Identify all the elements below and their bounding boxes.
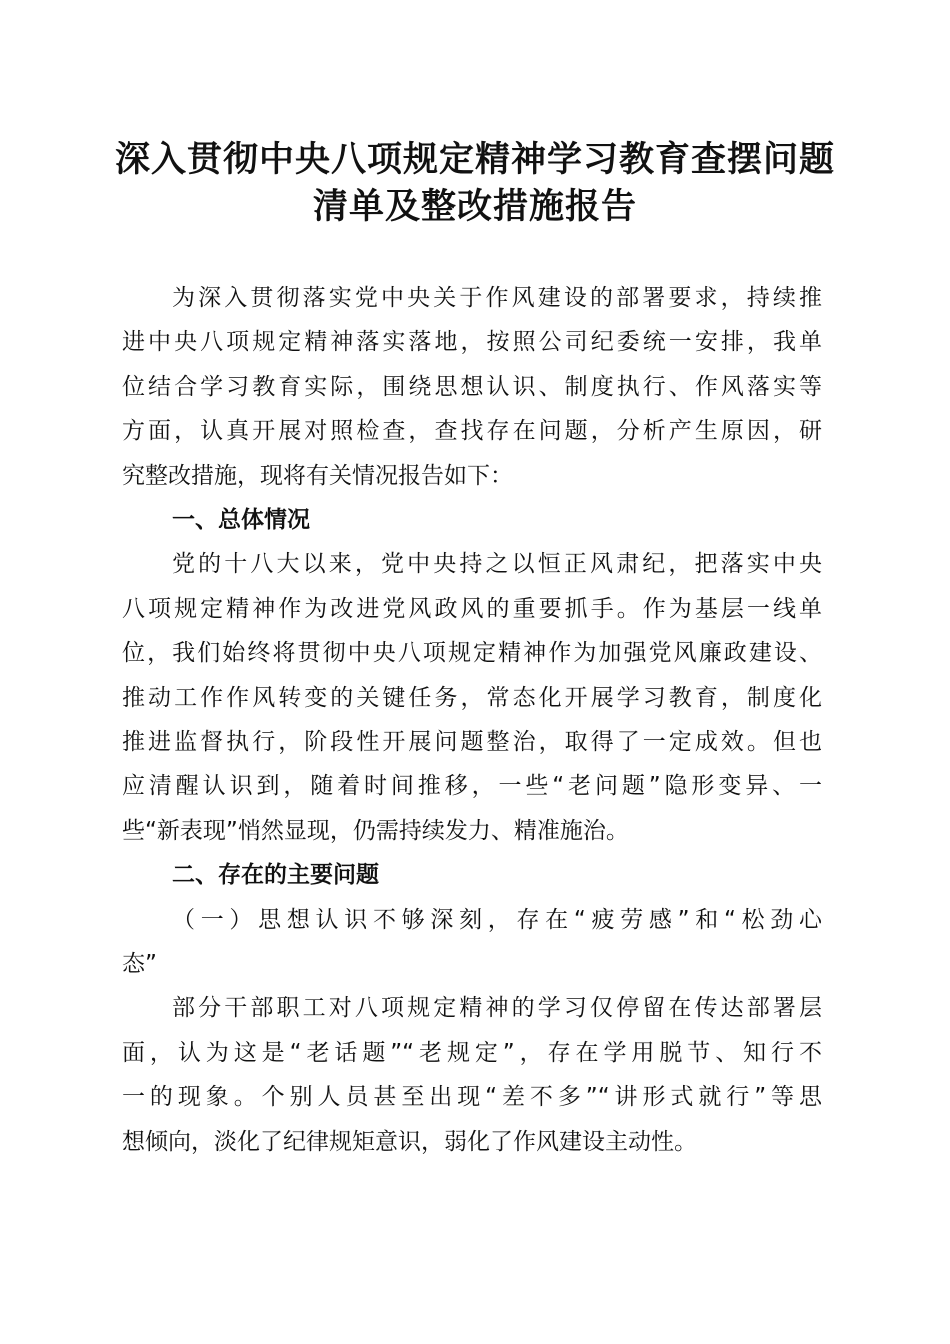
- paragraph-line: 想倾向，淡化了纪律规矩意识，弱化了作风建设主动性。: [122, 1129, 697, 1155]
- paragraph-line: 推进监督执行，阶段性开展问题整治，取得了一定成效。但也: [122, 729, 822, 755]
- paragraph-line: 态”: [122, 951, 157, 977]
- paragraph-line: 方面，认真开展对照检查，查找存在问题，分析产生原因，研: [122, 418, 822, 444]
- section-heading: 一、总体情况: [172, 507, 310, 533]
- paragraph-line: 一的现象。个别人员甚至出现“差不多”“讲形式就行”等思: [122, 1084, 822, 1110]
- paragraph-line: （一）思想认识不够深刻，存在“疲劳感”和“松劲心: [172, 907, 822, 933]
- paragraph-line: 面，认为这是“老话题”“老规定”，存在学用脱节、知行不: [122, 1040, 822, 1066]
- paragraph-line: 究整改措施，现将有关情况报告如下：: [122, 463, 513, 489]
- paragraph-line: 些“新表现”悄然显现，仍需持续发力、精准施治。: [122, 818, 629, 844]
- paragraph-line: 为深入贯彻落实党中央关于作风建设的部署要求，持续推: [172, 285, 822, 311]
- paragraph-line: 部分干部职工对八项规定精神的学习仅停留在传达部署层: [172, 995, 822, 1021]
- document-title-line-2: 清单及整改措施报告: [312, 186, 637, 227]
- paragraph-line: 八项规定精神作为改进党风政风的重要抓手。作为基层一线单: [122, 596, 822, 622]
- paragraph-line: 位结合学习教育实际，围绕思想认识、制度执行、作风落实等: [122, 374, 822, 400]
- paragraph-line: 位，我们始终将贯彻中央八项规定精神作为加强党风廉政建设、: [122, 640, 822, 666]
- paragraph-line: 推动工作作风转变的关键任务，常态化开展学习教育，制度化: [122, 685, 822, 711]
- paragraph-line: 党的十八大以来，党中央持之以恒正风肃纪，把落实中央: [172, 551, 822, 577]
- paragraph-line: 应清醒认识到，随着时间推移，一些“老问题”隐形变异、一: [122, 773, 822, 799]
- paragraph-line: 进中央八项规定精神落实落地，按照公司纪委统一安排，我单: [122, 329, 822, 355]
- document-title-line-1: 深入贯彻中央八项规定精神学习教育查摆问题: [114, 139, 835, 180]
- section-heading: 二、存在的主要问题: [172, 862, 379, 888]
